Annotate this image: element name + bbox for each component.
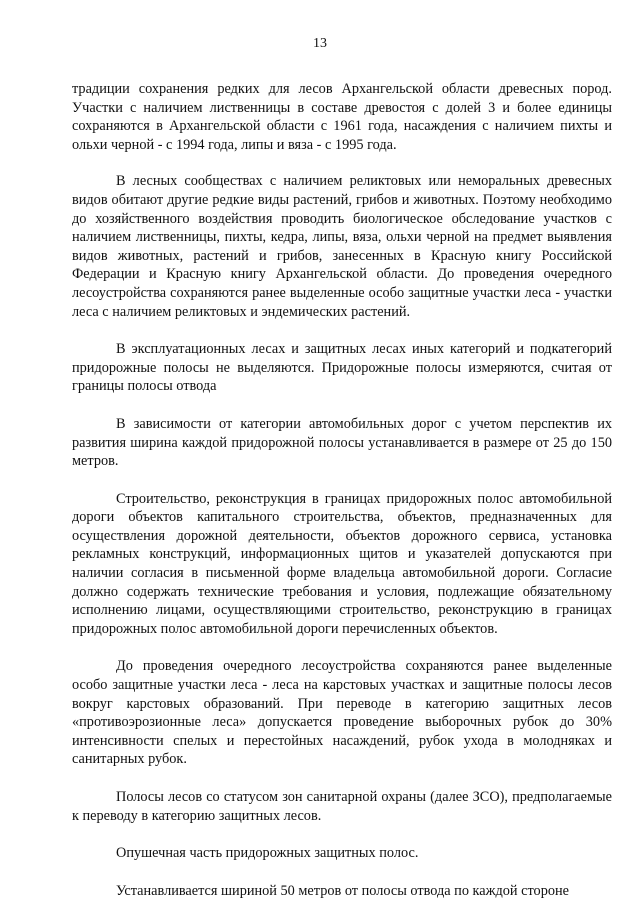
paragraph-9: Устанавливается шириной 50 метров от полосы отвода по каждой стороне bbox=[116, 882, 569, 899]
paragraph-4: В зависимости от категории автомобильных дорог с учетом перспектив их развития ширина каждой придорожной полосы устанавливается в размере от 25 до 150 метров. bbox=[72, 415, 612, 470]
paragraph-2: В лесных сообществах с наличием реликтовых или неморальных древесных видов обитают другие редкие виды растений, грибов и животных. Поэтому необходимо до хозяйственного воздействия проводить биологическое обследование участков с наличием лиственницы, пихты, кедра, липы, вяза, ольхи черной на предмет выявления видов животных, растений и грибов, занесенных в Красную книгу Российской Федерации и Красную книгу Архангельской области. До проведения очередного лесоустройства сохраняются ранее выделенные особо защитные участки леса - участки леса с наличием реликтовых и эндемических растений. bbox=[72, 173, 612, 320]
paragraph-7: Полосы лесов со статусом зон санитарной охраны (далее ЗСО), предполагаемые к переводу в категорию защитных лесов. bbox=[72, 789, 612, 824]
paragraph-6: До проведения очередного лесоустройства сохраняются ранее выделенные особо защитные участки леса - леса на карстовых участках и защитные полосы лесов вокруг карстовых образований. При переводе в категорию защитных лесов «противоэрозионные леса» допускается проведение выборочных рубок до 30% интенсивности спелых и перестойных насаждений, рубок ухода в молодняках и санитарных рубок. bbox=[72, 658, 612, 768]
paragraph-8: Опушечная часть придорожных защитных полос. bbox=[116, 845, 419, 862]
page-number: 13 bbox=[313, 36, 327, 51]
paragraph-3: В эксплуатационных лесах и защитных лесах иных категорий и подкатегорий придорожные полосы не выделяются. Придорожные полосы измеряются, считая от границы полосы отвода bbox=[72, 341, 612, 395]
paragraph-1: традиции сохранения редких для лесов Архангельской области древесных пород. Участки с наличием лиственницы в составе древостоя с долей 3 и более единицы сохраняются в Архангельской области с 1961 года, насаждения с наличием пихты и ольхи черной - с 1994 года, липы и вяза - с 1995 года. bbox=[72, 81, 612, 153]
paragraph-5: Строительство, реконструкция в границах придорожных полос автомобильной дороги объектов капитального строительства, объектов, предназначенных для осуществления дорожной деятельности, объектов дорожного сервиса, установка рекламных конструкций, информационных щитов и указателей допускаются при наличии согласия в письменной форме владельца автомобильной дороги. Согласие должно содержать технические требования и условия, подлежащие обязательному исполнению лицами, осуществляющими строительство, реконструкцию в границах придорожных полос автомобильной дороги перечисленных объектов. bbox=[72, 490, 612, 637]
